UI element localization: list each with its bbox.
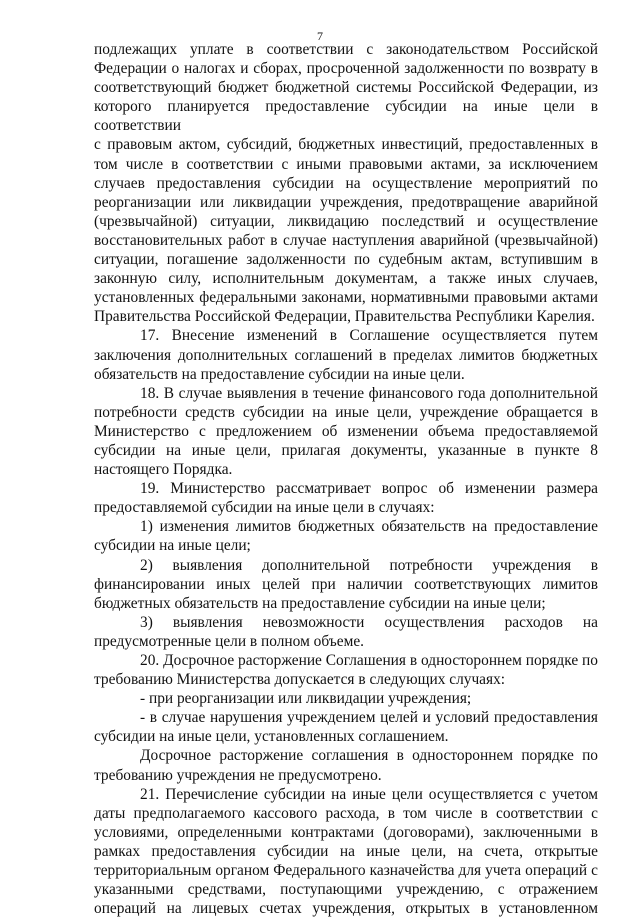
- text-line: настоящего Порядка.: [94, 461, 233, 479]
- list-item-2: [94, 556, 598, 613]
- text-line: 19. Министерство рассматривает вопрос об изменении размера: [140, 480, 598, 498]
- text-line: указанными средствами, поступающими учреждению, с отражением: [94, 881, 598, 899]
- text-line: бюджетных обязательств на предоставление субсидии на иные цели;: [94, 594, 546, 612]
- text-line: 18. В случае выявления в течение финансового года дополнительной: [140, 384, 598, 402]
- text-line: случаев предоставления субсидии на осуществление мероприятий по: [94, 174, 598, 192]
- text-line: предоставляемой субсидии на иные цели в случаях:: [94, 499, 435, 517]
- text-line: с правовым актом, субсидий, бюджетных инвестиций, предоставленных в: [94, 136, 598, 154]
- text-line: - в случае нарушения учреждением целей и условий предоставления: [140, 709, 598, 727]
- text-line: - при реорганизации или ликвидации учреждения;: [140, 690, 472, 708]
- text-line: даты предполагаемого кассового расхода, в том числе в соответствии с: [94, 804, 598, 822]
- text-line: субсидии на иные цели, установленных соглашением.: [94, 728, 449, 746]
- paragraph-termination-note: [94, 746, 598, 784]
- text-line: подлежащих уплате в соответствии с законодательством Российской: [94, 41, 598, 58]
- text-line: Министерство с предложением об изменении объема предоставляемой: [94, 422, 598, 440]
- text-line: потребности средств субсидии на иные цели, учреждение обращается в: [94, 403, 598, 421]
- paragraph-item-17: [94, 326, 598, 383]
- text-line: ситуации, погашение задолженности по судебным актам, вступившим в: [94, 251, 598, 269]
- text-line: территориальным органом Федерального казначейства для учета операций с: [94, 862, 598, 880]
- text-line: 17. Внесение изменений в Соглашение осуществляется путем: [140, 327, 598, 345]
- paragraph-item-20: [94, 651, 598, 689]
- text-line: (чрезвычайной) ситуации, ликвидацию последствий и осуществление: [94, 212, 598, 230]
- text-line: требованию Министерства допускается в следующих случаях:: [94, 671, 506, 689]
- text-line: 1) изменения лимитов бюджетных обязательств на предоставление: [140, 518, 598, 536]
- text-line: Федерации о налогах и сборах, просроченной задолженности по возврату в: [94, 60, 598, 78]
- text-line: субсидии на иные цели, прилагая документы, указанные в пункте 8: [94, 441, 598, 459]
- text-line: Правительства Российской Федерации, Правительства Республики Карелия.: [94, 308, 595, 326]
- text-line: восстановительных работ в случае наступления аварийной (чрезвычайной): [94, 231, 598, 249]
- text-line: 3) выявления невозможности осуществления расходов на: [140, 613, 598, 631]
- text-line: 20. Досрочное расторжение Соглашения в одностороннем порядке по: [140, 652, 598, 669]
- text-line: законную силу, исполнительным документам, а также иных случаев,: [94, 270, 598, 288]
- text-line: обязательств на предоставление субсидии на иные цели.: [94, 365, 465, 383]
- text-line: заключения дополнительных соглашений в пределах лимитов бюджетных: [94, 346, 598, 364]
- paragraph-item-21: [94, 785, 598, 918]
- text-line: реорганизации или ликвидации учреждения, предотвращение аварийной: [94, 193, 598, 211]
- text-line: требованию учреждения не предусмотрено.: [94, 766, 382, 784]
- text-line: рамках предоставления субсидии на иные цели, на счета, открытые: [94, 842, 598, 860]
- text-line: финансировании иных целей при наличии соответствующих лимитов: [94, 575, 598, 593]
- text-line: 21. Перечисление субсидии на иные цели осуществляется с учетом: [140, 785, 598, 803]
- list-item-1: [94, 517, 598, 555]
- dash-item-violation: [94, 708, 598, 746]
- paragraph-continuation: [94, 40, 598, 326]
- paragraph-item-18: [94, 384, 598, 479]
- text-line: Досрочное расторжение соглашения в одностороннем порядке по: [140, 747, 598, 765]
- text-line: соответствующий бюджет бюджетной системы Российской Федерации, из: [94, 79, 598, 97]
- text-line: том числе в соответствии с иными правовыми актами, за исключением: [94, 155, 598, 173]
- text-line: установленных федеральными законами, нормативными правовыми актами: [94, 289, 598, 307]
- text-line: 2) выявления дополнительной потребности учреждения в: [140, 556, 598, 574]
- text-line: которого планируется предоставление субсидии на иные цели в соответствии: [94, 98, 598, 135]
- list-item-3: [94, 613, 598, 651]
- document-body: [94, 40, 598, 918]
- text-line: субсидии на иные цели;: [94, 537, 251, 555]
- text-line: предусмотренные цели в полном объеме.: [94, 632, 365, 650]
- page-number: 7: [317, 29, 323, 43]
- dash-item-reorganization: [94, 689, 598, 708]
- text-line: условиями, определенными контрактами (договорами), заключенными в: [94, 823, 598, 841]
- paragraph-item-19: [94, 479, 598, 517]
- text-line: операций на лицевых счетах учреждения, открытых в установленном: [94, 900, 598, 918]
